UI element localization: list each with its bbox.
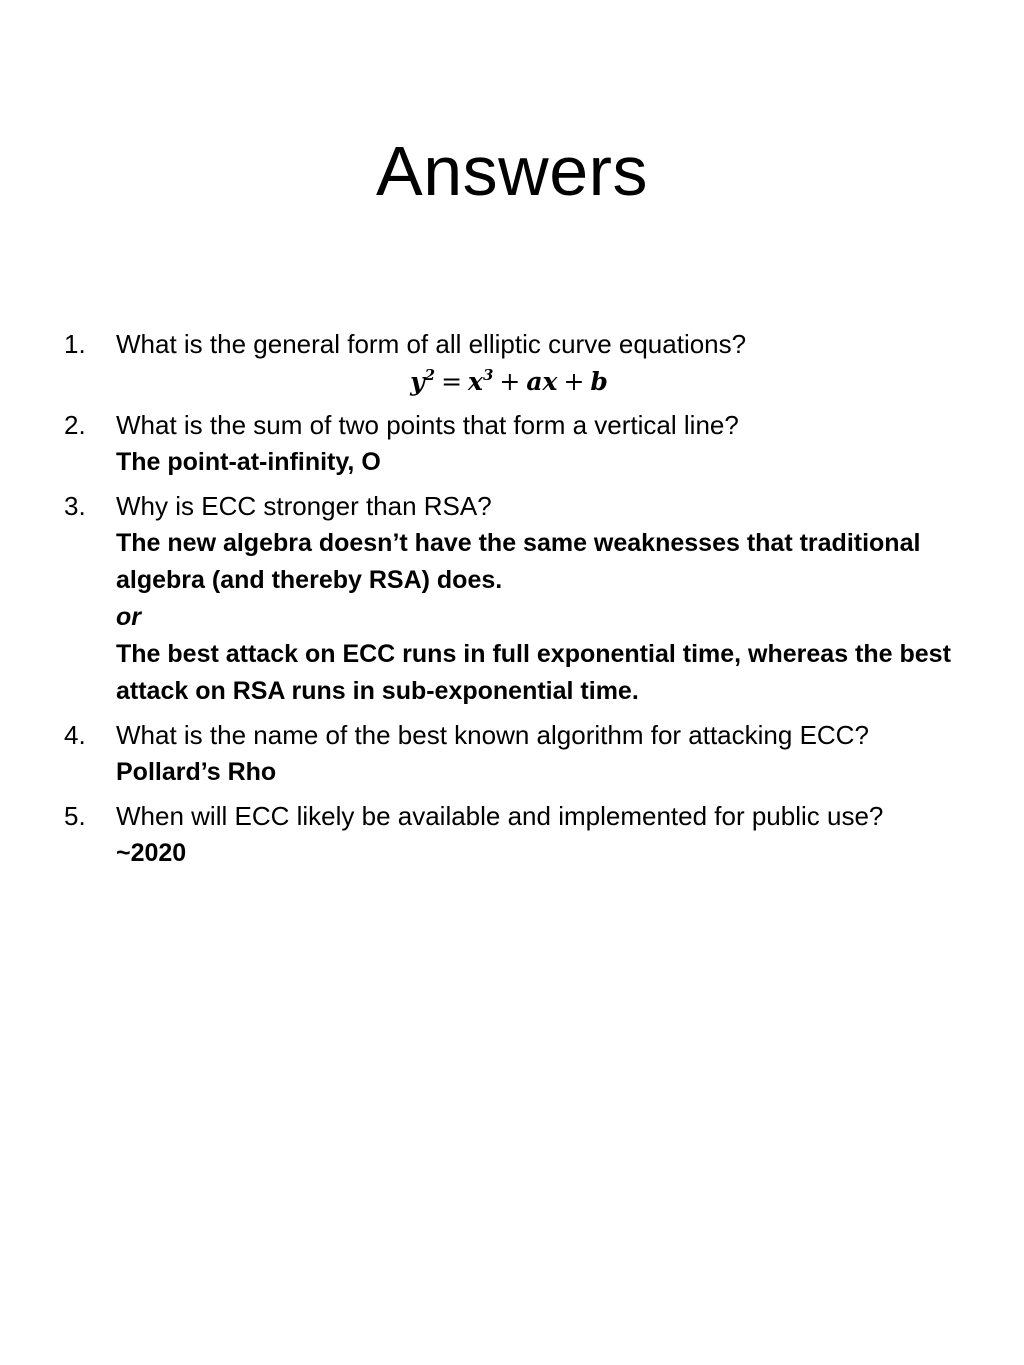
answers-list: [64, 326, 954, 879]
question-text: When will ECC likely be available and implemented for public use?: [116, 801, 884, 831]
question-text: What is the general form of all elliptic curve equations?: [116, 329, 747, 359]
answer-text: The point-at-infinity, O: [116, 448, 381, 476]
slide-title: Answers: [376, 132, 648, 210]
answer-text: Pollard’s Rho: [116, 758, 277, 786]
equation-plus-1: +: [499, 367, 521, 396]
item-number: 3.: [64, 491, 86, 521]
list-item-4: [64, 717, 954, 791]
equation-plus-2: +: [563, 367, 585, 396]
list-item-5: [64, 798, 954, 872]
item-number: 1.: [64, 329, 86, 359]
answer-text-b: The best attack on ECC runs in full exponential time, whereas the best attack on RSA runs in sub-exponential time.: [116, 640, 951, 705]
equation-equals: =: [441, 367, 463, 396]
answer-text: ~2020: [116, 839, 187, 867]
list-item-3: [64, 488, 954, 710]
item-number: 5.: [64, 801, 86, 831]
equation-b: b: [590, 367, 608, 396]
equation-x: x: [468, 367, 483, 396]
equation-x-exponent: 3: [482, 366, 494, 384]
item-number: 2.: [64, 410, 86, 440]
list-item-2: [64, 407, 954, 481]
elliptic-curve-equation: [64, 363, 954, 400]
question-text: What is the name of the best known algorithm for attacking ECC?: [116, 720, 869, 750]
equation-ax: ax: [526, 367, 558, 396]
answer-text-a: The new algebra doesn’t have the same weaknesses that traditional algebra (and thereby RSA) does.: [116, 529, 921, 594]
answer-or: or: [116, 603, 141, 631]
equation-y: y: [410, 367, 425, 396]
question-text: Why is ECC stronger than RSA?: [116, 491, 492, 521]
list-item-1: [64, 326, 954, 400]
question-text: What is the sum of two points that form a vertical line?: [116, 410, 739, 440]
item-number: 4.: [64, 720, 86, 750]
equation-y-exponent: 2: [424, 366, 436, 384]
